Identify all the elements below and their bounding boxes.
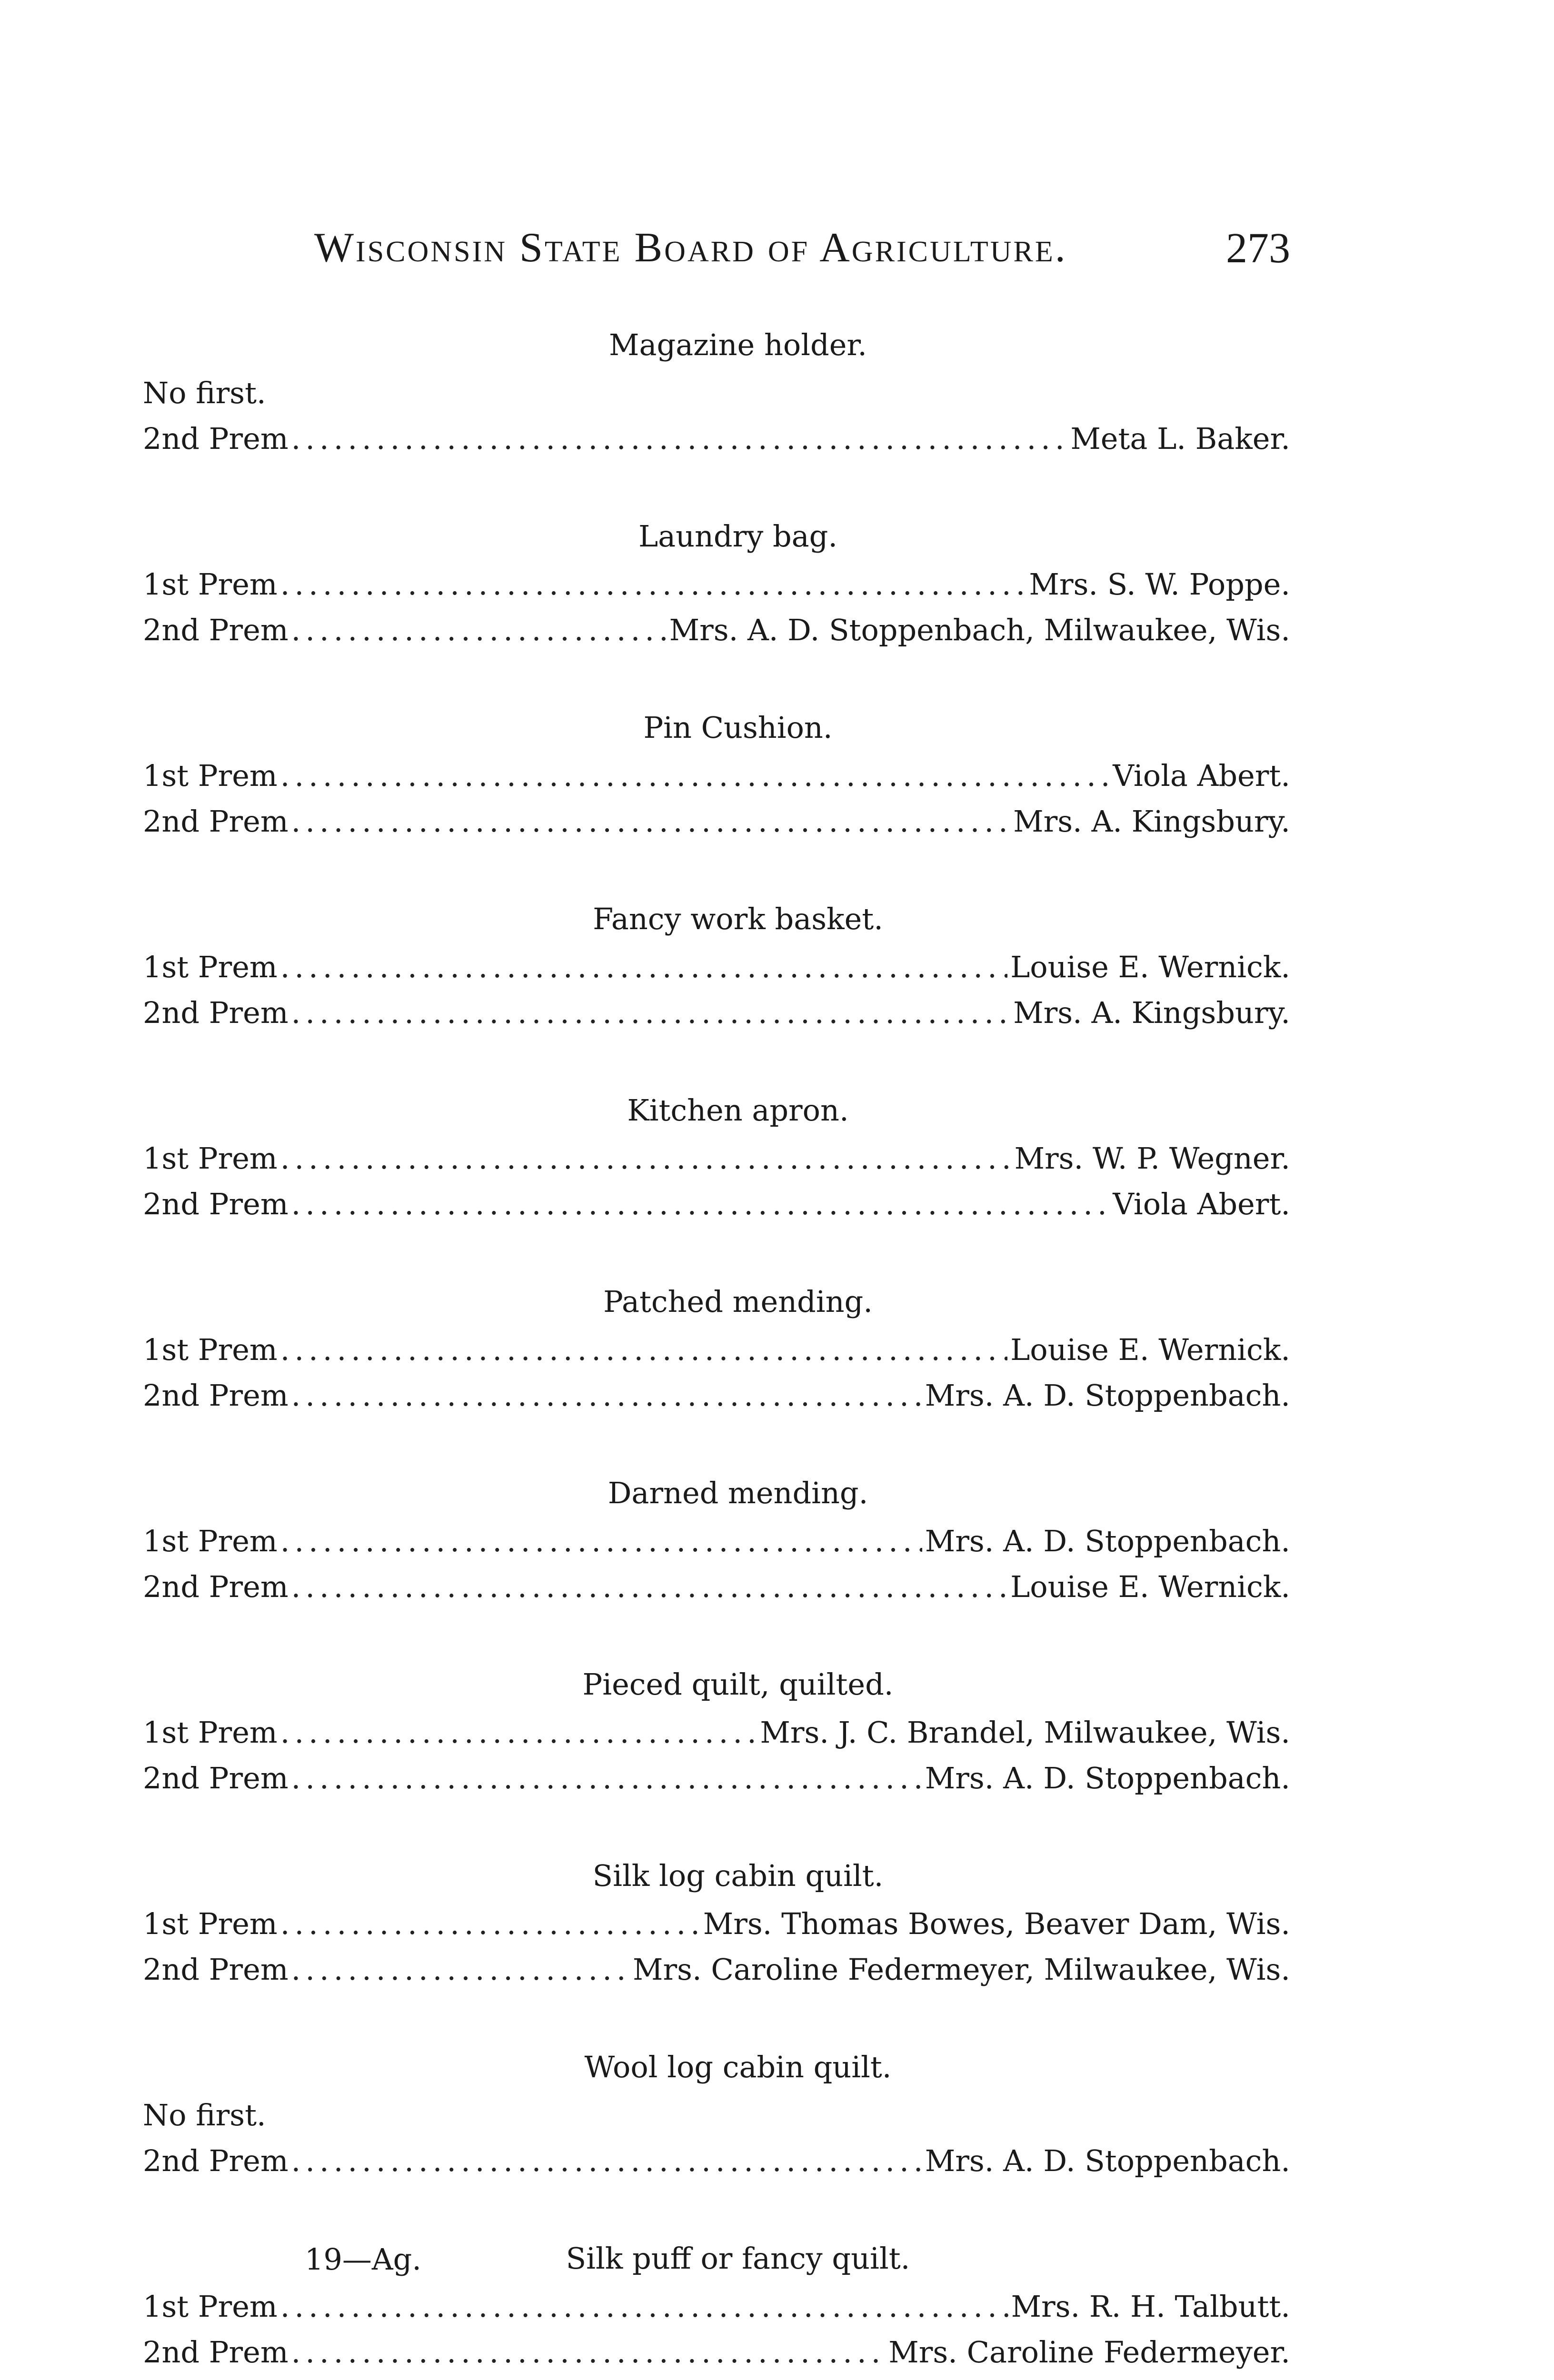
section-heading: Patched mending. — [603, 1284, 873, 1319]
winner-name: Mrs. Caroline Federmeyer. — [888, 2335, 1290, 2370]
premium-label: 2nd Prem — [143, 2143, 289, 2178]
section-note: No first. — [143, 2098, 266, 2132]
premium-entry — [143, 1181, 1290, 1227]
winner-name: Louise E. Wernick. — [1010, 1569, 1290, 1604]
dot-leader — [291, 1755, 922, 1801]
premium-entry — [143, 1755, 1290, 1801]
premium-entry — [143, 607, 1290, 653]
section-wool-log-cabin-quilt — [143, 2046, 1290, 2184]
winner-name: Meta L. Baker. — [1070, 421, 1290, 456]
premium-label: 2nd Prem — [143, 1761, 289, 1795]
section-heading: Pin Cushion. — [643, 710, 833, 745]
dot-leader — [280, 944, 1007, 990]
section-pin-cushion — [143, 706, 1290, 844]
section-heading: Laundry bag. — [638, 519, 838, 554]
section-fancy-work-basket — [143, 898, 1290, 1036]
dot-leader — [280, 562, 1026, 607]
winner-name: Mrs. A. Kingsbury. — [1013, 804, 1290, 839]
premium-entry — [143, 990, 1290, 1036]
premium-label: 2nd Prem — [143, 613, 289, 647]
premium-label: 2nd Prem — [143, 1569, 289, 1604]
section-heading: Magazine holder. — [609, 327, 867, 362]
premium-label: 2nd Prem — [143, 995, 289, 1030]
dot-leader — [291, 1564, 1007, 1610]
winner-name: Viola Abert. — [1113, 758, 1290, 793]
dot-leader — [291, 1947, 630, 1993]
premium-label: 1st Prem — [143, 1906, 278, 1941]
premium-entry — [143, 1947, 1290, 1993]
premium-entry — [143, 2284, 1290, 2330]
premium-label: 1st Prem — [143, 758, 278, 793]
winner-name: Mrs. W. P. Wegner. — [1014, 1141, 1290, 1176]
winner-name: Mrs. R. H. Talbutt. — [1011, 2289, 1290, 2324]
winner-name: Viola Abert. — [1113, 1187, 1290, 1221]
premium-entry — [143, 753, 1290, 799]
section-magazine-holder — [143, 324, 1290, 462]
premium-label: 2nd Prem — [143, 421, 289, 456]
dot-leader — [291, 990, 1010, 1036]
section-heading: Pieced quilt, quilted. — [582, 1667, 894, 1702]
dot-leader — [291, 416, 1068, 462]
premium-label: 2nd Prem — [143, 2335, 289, 2370]
dot-leader — [291, 607, 667, 653]
page-number: 273 — [1226, 225, 1290, 272]
premium-label: 1st Prem — [143, 1332, 278, 1367]
premium-label: 1st Prem — [143, 2289, 278, 2324]
winner-name: Mrs. Thomas Bowes, Beaver Dam, Wis. — [703, 1906, 1290, 1941]
premium-label: 2nd Prem — [143, 1378, 289, 1413]
premium-label: 2nd Prem — [143, 1187, 289, 1221]
running-head-title: Wisconsin State Board of Agriculture. — [314, 225, 1067, 271]
running-head — [314, 224, 1290, 286]
section-heading: Silk puff or fancy quilt. — [566, 2241, 910, 2276]
section-darned-mending — [143, 1472, 1290, 1610]
section-heading: Kitchen apron. — [627, 1093, 849, 1128]
dot-leader — [280, 753, 1110, 799]
winner-name: Mrs. Caroline Federmeyer, Milwaukee, Wis. — [633, 1952, 1290, 1987]
premium-entry — [143, 944, 1290, 990]
premium-entry — [143, 1327, 1290, 1373]
premium-entry — [143, 2330, 1290, 2375]
winner-name: Mrs. A. D. Stoppenbach. — [925, 1378, 1290, 1413]
premium-entry — [143, 1136, 1290, 1181]
premium-label: 1st Prem — [143, 1141, 278, 1176]
section-note: No first. — [143, 376, 266, 410]
dot-leader — [291, 1373, 922, 1418]
dot-leader — [291, 799, 1010, 844]
winner-name: Mrs. S. W. Poppe. — [1029, 567, 1290, 602]
premium-entry — [143, 416, 1290, 462]
dot-leader — [280, 2284, 1008, 2330]
winner-name: Mrs. A. D. Stoppenbach. — [925, 2143, 1290, 2178]
dot-leader — [280, 1327, 1007, 1373]
section-silk-log-cabin-quilt — [143, 1854, 1290, 1993]
section-kitchen-apron — [143, 1089, 1290, 1227]
section-patched-mending — [143, 1280, 1290, 1418]
premium-label: 1st Prem — [143, 950, 278, 984]
section-heading: Wool log cabin quilt. — [584, 2050, 892, 2084]
premium-label: 1st Prem — [143, 1715, 278, 1750]
dot-leader — [280, 1136, 1012, 1181]
premium-label: 1st Prem — [143, 1524, 278, 1558]
dot-leader — [280, 1901, 700, 1947]
winner-name: Louise E. Wernick. — [1010, 950, 1290, 984]
premium-list — [143, 324, 1290, 2380]
section-heading: Darned mending. — [608, 1476, 868, 1510]
winner-name: Louise E. Wernick. — [1010, 1332, 1290, 1367]
premium-entry — [143, 1710, 1290, 1755]
section-pieced-quilt — [143, 1663, 1290, 1801]
section-heading: Silk log cabin quilt. — [592, 1858, 884, 1893]
premium-entry — [143, 562, 1290, 607]
section-heading: Fancy work basket. — [593, 902, 883, 936]
dot-leader — [291, 2138, 922, 2184]
winner-name: Mrs. J. C. Brandel, Milwaukee, Wis. — [760, 1715, 1290, 1750]
premium-label: 2nd Prem — [143, 1952, 289, 1987]
winner-name: Mrs. A. D. Stoppenbach, Milwaukee, Wis. — [669, 613, 1290, 647]
premium-entry — [143, 1564, 1290, 1610]
dot-leader — [291, 1181, 1110, 1227]
premium-label: 2nd Prem — [143, 804, 289, 839]
dot-leader — [280, 1710, 757, 1755]
dot-leader — [291, 2330, 886, 2375]
premium-entry — [143, 1518, 1290, 1564]
winner-name: Mrs. A. Kingsbury. — [1013, 995, 1290, 1030]
premium-entry — [143, 1373, 1290, 1418]
dot-leader — [280, 1518, 922, 1564]
premium-entry — [143, 799, 1290, 844]
premium-entry — [143, 2138, 1290, 2184]
winner-name: Mrs. A. D. Stoppenbach. — [925, 1524, 1290, 1558]
premium-entry — [143, 1901, 1290, 1947]
signature-mark: 19—Ag. — [305, 2242, 422, 2277]
premium-label: 1st Prem — [143, 567, 278, 602]
winner-name: Mrs. A. D. Stoppenbach. — [925, 1761, 1290, 1795]
section-laundry-bag — [143, 515, 1290, 653]
